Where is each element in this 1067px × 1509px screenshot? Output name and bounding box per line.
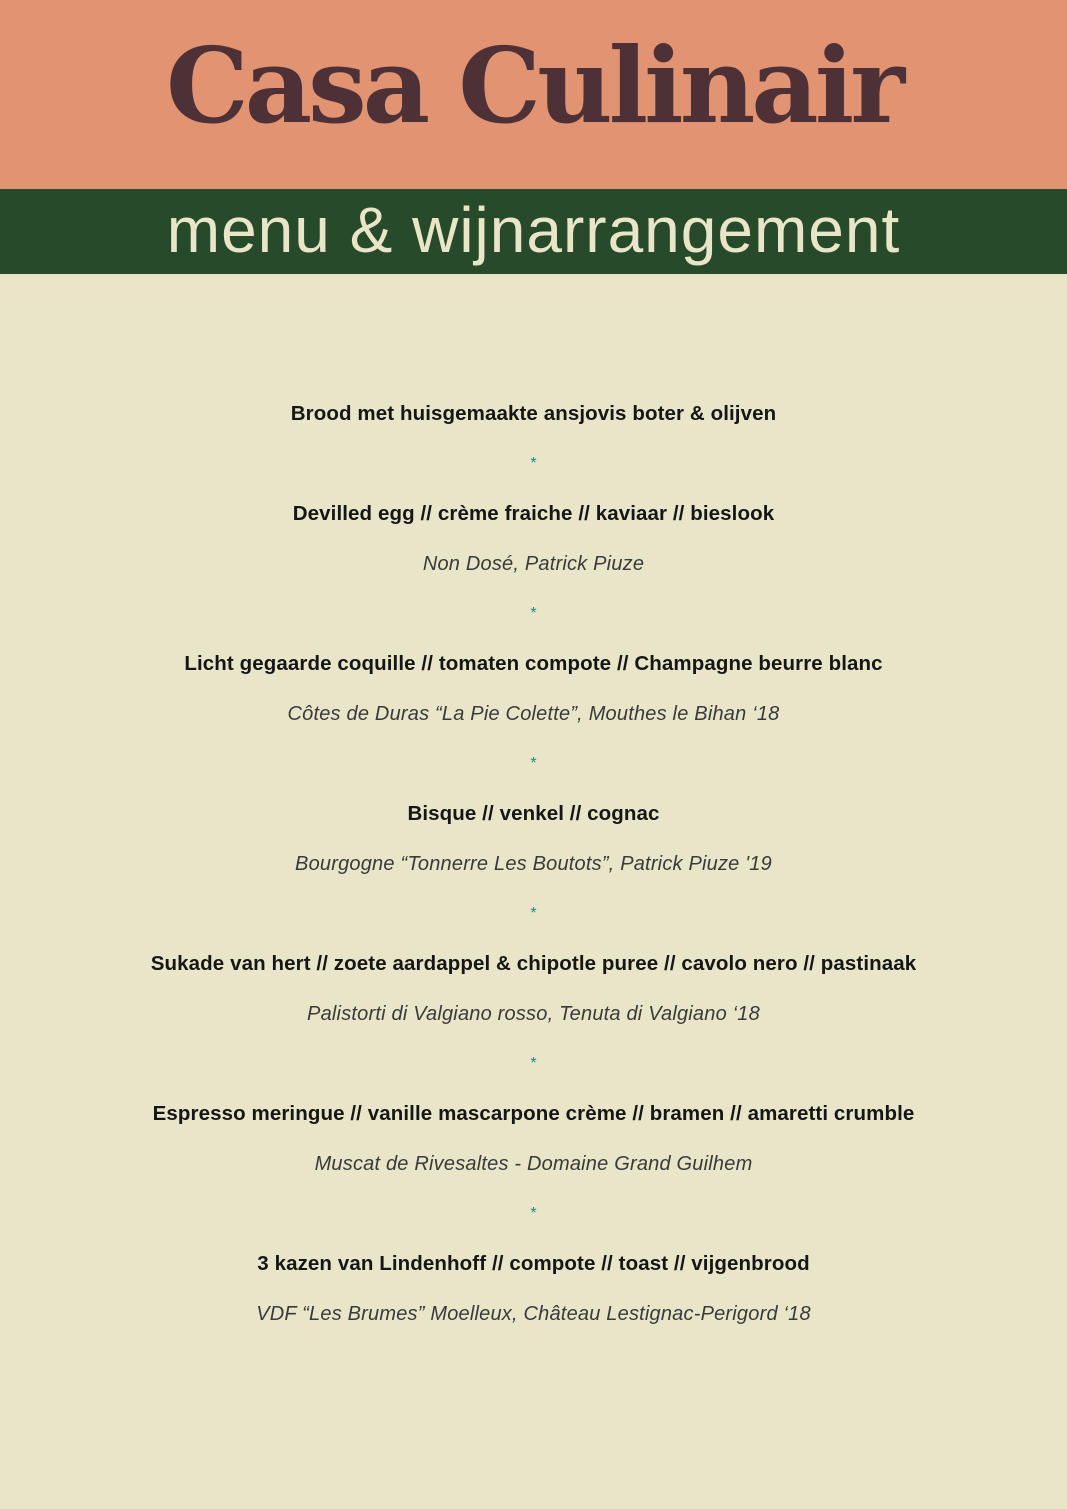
course — [0, 1089, 1067, 1189]
wine-pairing: VDF “Les Brumes” Moelleux, Château Lestignac-Perigord ‘18 — [256, 1303, 811, 1325]
wine-pairing: Palistorti di Valgiano rosso, Tenuta di Valgiano ‘18 — [307, 1003, 760, 1025]
wine-pairing: Bourgogne “Tonnerre Les Boutots”, Patrick Piuze '19 — [295, 853, 772, 875]
dish-name: Sukade van hert // zoete aardappel & chipotle puree // cavolo nero // pastinaak — [150, 952, 917, 975]
course-separator: * — [530, 455, 537, 472]
dish-name: 3 kazen van Lindenhoff // compote // toast // vijgenbrood — [257, 1252, 810, 1275]
course — [0, 389, 1067, 439]
wine-pairing: Non Dosé, Patrick Piuze — [422, 553, 645, 575]
dish-name: Brood met huisgemaakte ansjovis boter & olijven — [290, 402, 777, 425]
dish-name: Licht gegaarde coquille // tomaten compote // Champagne beurre blanc — [184, 652, 883, 675]
course-separator: * — [530, 1055, 537, 1072]
course-separator: * — [530, 1205, 537, 1222]
course-separator: * — [530, 755, 537, 772]
dish-name: Espresso meringue // vanille mascarpone crème // bramen // amaretti crumble — [152, 1102, 915, 1125]
course — [0, 789, 1067, 889]
wine-pairing: Muscat de Rivesaltes - Domaine Grand Guilhem — [314, 1153, 753, 1175]
course-separator: * — [530, 905, 537, 922]
wine-pairing: Côtes de Duras “La Pie Colette”, Mouthes le Bihan ‘18 — [287, 703, 780, 725]
course — [0, 1239, 1067, 1339]
course — [0, 489, 1067, 589]
course-separator: * — [530, 605, 537, 622]
restaurant-name: Casa Culinair — [165, 24, 901, 147]
dish-name: Bisque // venkel // cognac — [407, 802, 660, 825]
subtitle-band — [0, 189, 1067, 274]
dish-name: Devilled egg // crème fraiche // kaviaar // bieslook — [292, 502, 775, 525]
header-banner — [0, 0, 1067, 189]
menu-list — [0, 389, 1067, 1339]
menu-subtitle: menu & wijnarrangement — [166, 194, 901, 266]
course — [0, 939, 1067, 1039]
course — [0, 639, 1067, 739]
